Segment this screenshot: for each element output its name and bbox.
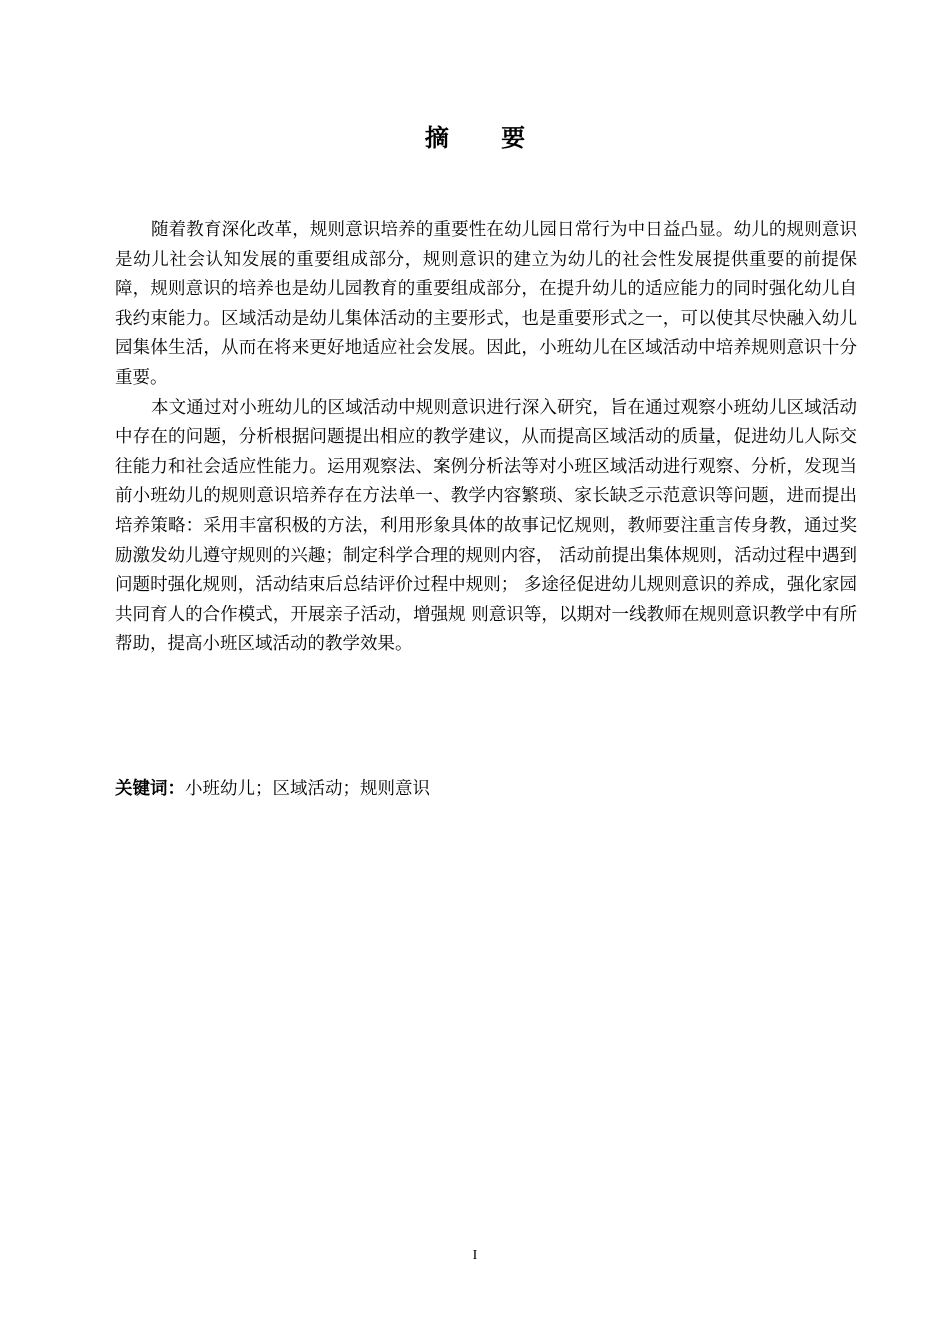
abstract-paragraph-1: 随着教育深化改革，规则意识培养的重要性在幼儿园日常行为中日益凸显。幼儿的规则意识是幼儿社会认知发展的重要组成部分，规则意识的建立为幼儿的社会性发展提供重要的前提保障，规则意识的培养也是幼儿园教育的重要组成部分，在提升幼儿的适应能力的同时强化幼儿自我约束能力。区域活动是幼儿集体活动的主要形式，也是重要形式之一，可以使其尽快融入幼儿园集体生活，从而在将来更好地适应社会发展。因此，小班幼儿在区域活动中培养规则意识十分重要。 bbox=[115, 220, 857, 388]
abstract-title: 摘 要 bbox=[424, 124, 548, 152]
keywords-line bbox=[115, 775, 430, 803]
abstract-body bbox=[115, 216, 857, 660]
abstract-paragraph-2: 本文通过对小班幼儿的区域活动中规则意识进行深入研究，旨在通过观察小班幼儿区域活动中存在的问题，分析根据问题提出相应的教学建议，从而提高区域活动的质量，促进幼儿人际交往能力和社会适应性能力。运用观察法、案例分析法等对小班区域活动进行观察、分析，发现当前小班幼儿的规则意识培养存在方法单一、教学内容繁琐、家长缺乏示范意识等问题，进而提出培养策略：采用丰富积极的方法，利用形象具体的故事记忆规则，教师要注重言传身教，通过奖励激发幼儿遵守规则的兴趣；制定科学合理的规则内容， 活动前提出集体规则，活动过程中遇到问题时强化规则，活动结束后总结评价过程中规则； 多途径促进幼儿规则意识的养成，强化家园共同育人的合作模式，开展亲子活动，增强规 则意识等，以期对一线教师在规则意识教学中有所帮助，提高小班区域活动的教学效果。 bbox=[115, 397, 857, 655]
keywords-list: 小班幼儿；区域活动；规则意识 bbox=[185, 779, 430, 799]
keywords-label: 关键词： bbox=[115, 779, 185, 799]
page-number: I bbox=[472, 1248, 478, 1263]
